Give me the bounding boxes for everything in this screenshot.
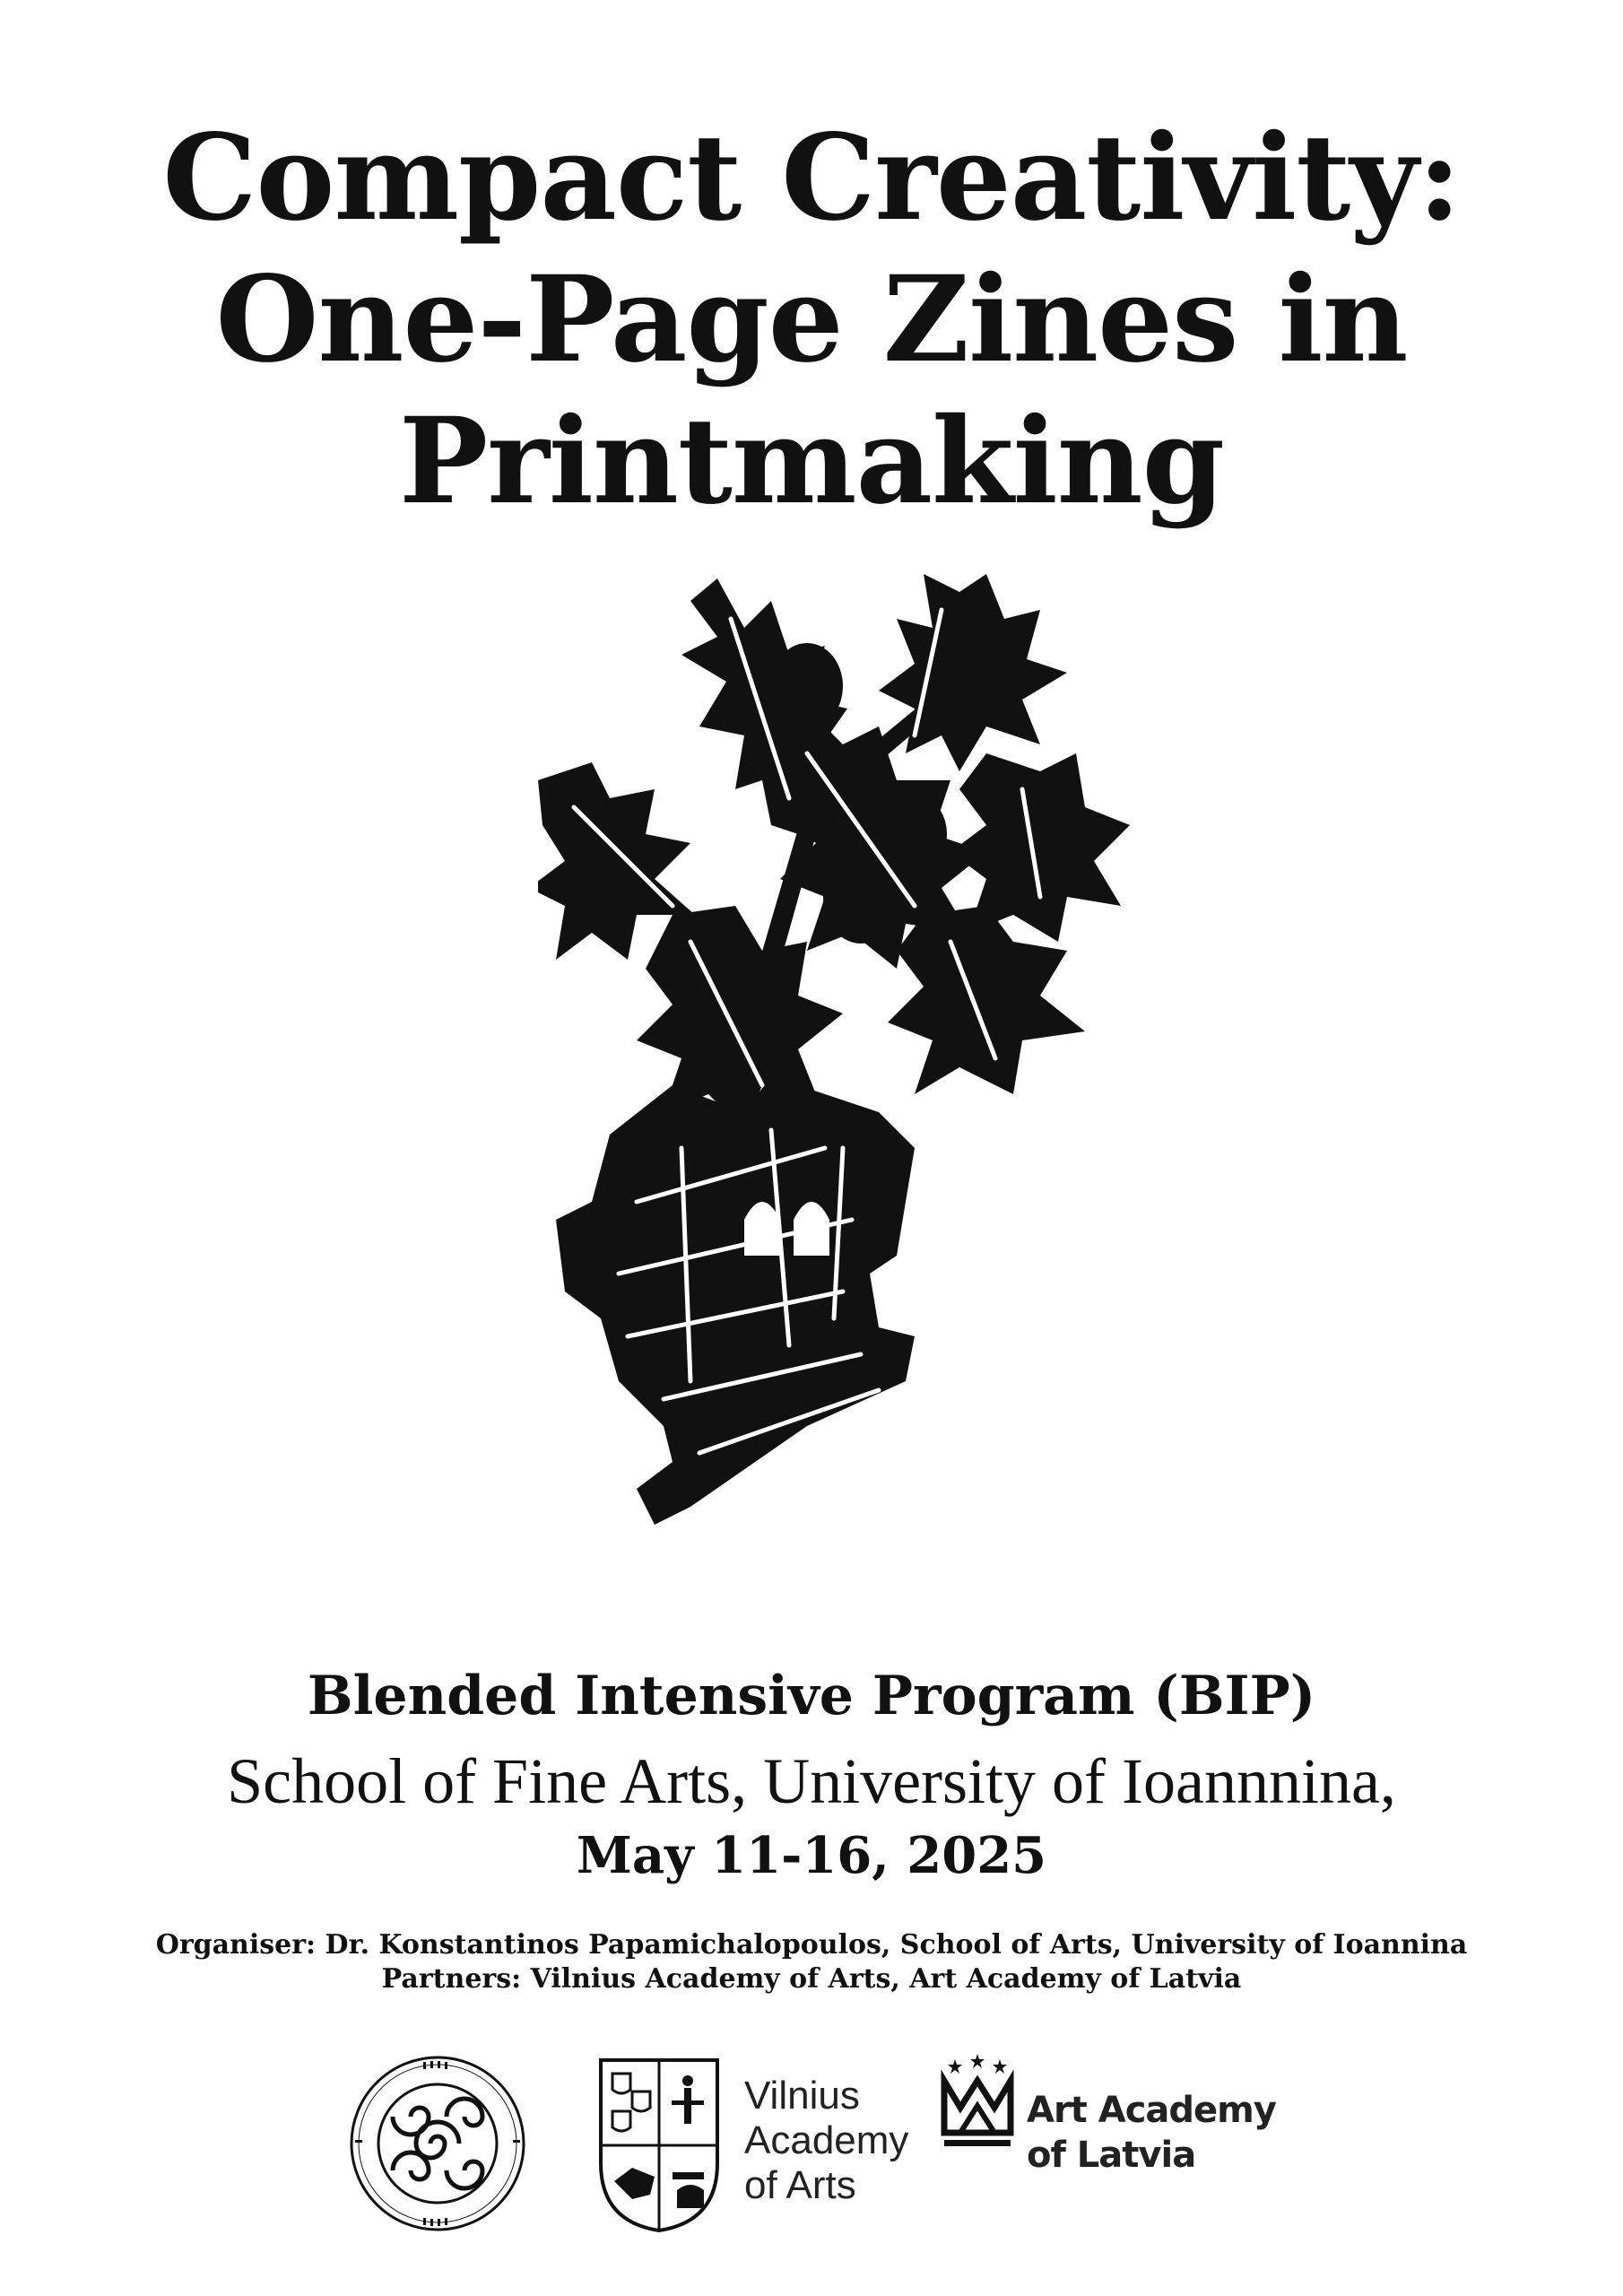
vilnius-academy-name [744, 2074, 908, 2208]
vilnius-line: Vilnius [744, 2074, 860, 2118]
partner-logos [0, 2036, 1623, 2269]
vilnius-academy-shield-icon [596, 2056, 722, 2235]
latvia-academy-name [1027, 2088, 1276, 2178]
latvia-crown-icon [937, 2054, 1018, 2152]
event-dates: May 11-16, 2025 [576, 1826, 1047, 1885]
partners-line: Partners: Vilnius Academy of Arts, Art Academy of Latvia [381, 1963, 1242, 1995]
oak-branch-linocut-icon [538, 574, 1130, 1605]
credits [0, 1928, 1623, 1996]
title-line: Compact Creativity: [162, 109, 1461, 248]
organiser-line: Organiser: Dr. Konstantinos Papamichalopoulos, School of Arts, University of Ioannina [155, 1929, 1468, 1961]
latvia-line: of Latvia [1027, 2135, 1196, 2176]
program-name: Blended Intensive Program (BIP) [307, 1665, 1316, 1727]
ioannina-school-seal-icon [348, 2054, 527, 2233]
latvia-line: Art Academy [1027, 2090, 1276, 2131]
title-line: One-Page Zines in [215, 250, 1408, 389]
poster-title [0, 108, 1623, 533]
school-name: School of Fine Arts, University of Ioannnina, [227, 1745, 1396, 1817]
vilnius-line: Academy [744, 2118, 909, 2162]
vilnius-line: of Arts [744, 2163, 856, 2207]
title-line: Printmaking [399, 392, 1224, 531]
